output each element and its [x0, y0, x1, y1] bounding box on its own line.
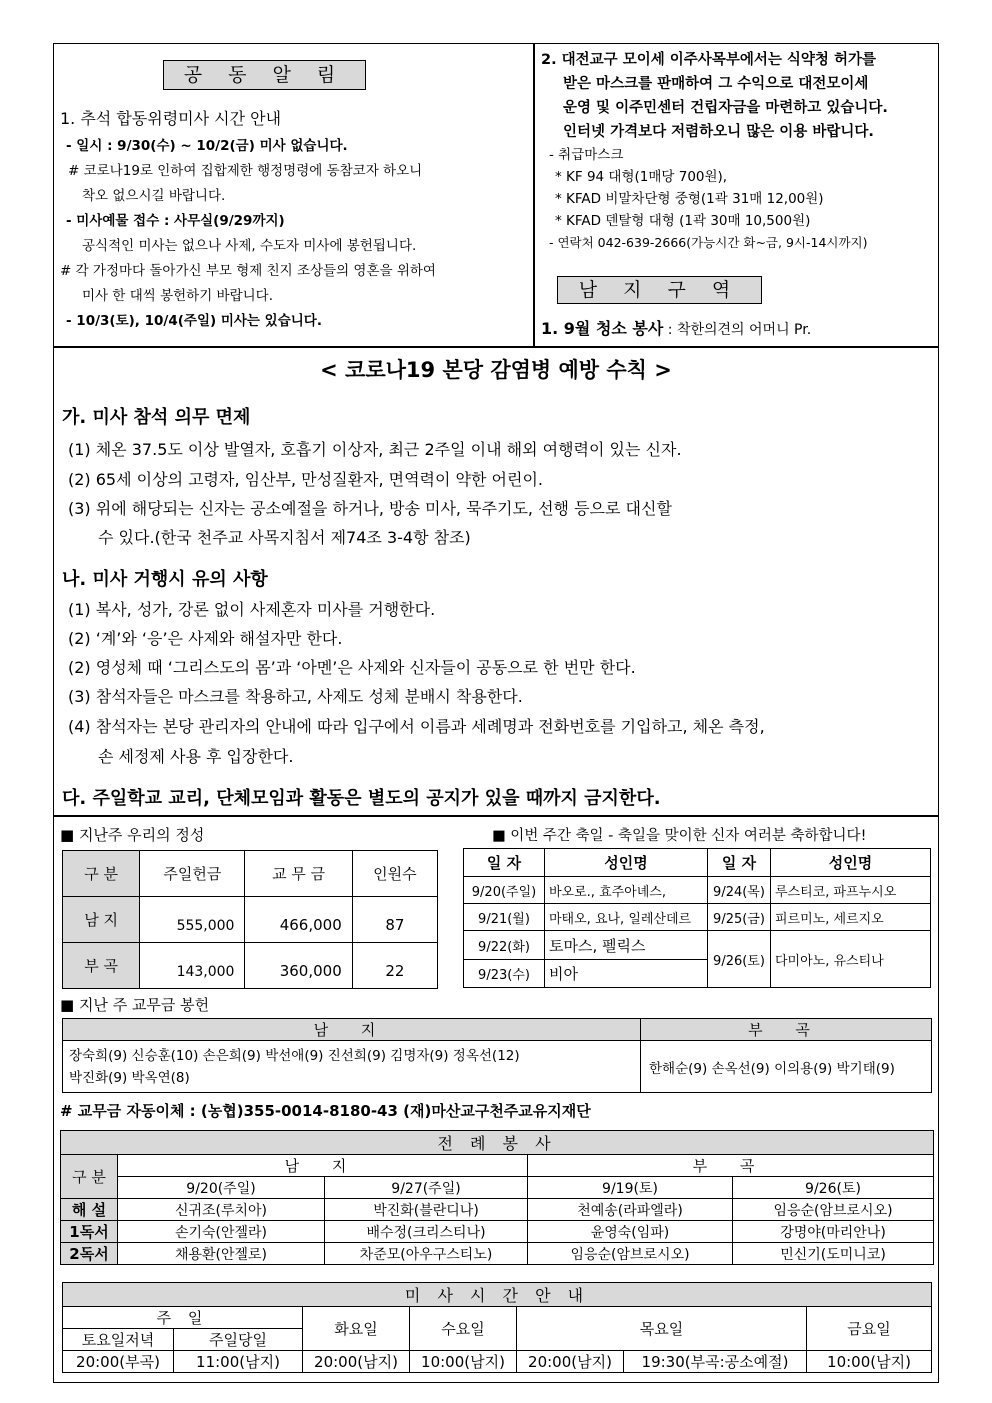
offering-table: [62, 850, 438, 989]
covid-section-a: 가. 미사 참석 의무 면제: [62, 407, 251, 428]
offering-head-church: 교 무 금: [245, 851, 352, 897]
covid-a-2: (2) 65세 이상의 고령자, 임산부, 만성질환자, 면역력이 약한 어린이.: [68, 470, 543, 489]
service-role: 1독서: [61, 1221, 118, 1243]
feast-names: 토마스, 펠릭스: [545, 931, 708, 960]
covid-a-3: (3) 위에 해당되는 신자는 공소예절을 하거나, 방송 미사, 묵주기도, 선행 등으로 대신할: [68, 499, 672, 518]
service-cell: 배수정(크리스티나): [325, 1221, 528, 1243]
notice2-list: [541, 48, 888, 254]
covid-b-1: (1) 복사, 성가, 강론 없이 사제혼자 미사를 거행한다.: [68, 600, 436, 619]
offering-head-category: 구 분: [63, 851, 140, 897]
tithe-account: # 교무금 자동이체 : (농협)355-0014-8180-43 (재)마산교구천주교유지재단: [60, 1102, 591, 1120]
tithe-bugok-label: 부 곡: [641, 1019, 932, 1041]
feast-date: 9/24(목): [708, 877, 771, 904]
offering-row-count: 22: [352, 943, 437, 989]
top-vertical-divider: [533, 43, 535, 347]
feast-head-saint: 성인명: [545, 849, 708, 877]
covid-b-2: (2) ‘계’와 ‘응’은 사제와 해설자만 한다.: [68, 629, 343, 648]
notice-line-8: 미사 한 대씩 봉헌하기 바랍니다.: [82, 288, 273, 304]
offering-row-sunday: 143,000: [140, 943, 245, 989]
clean-label: 1. 9월 청소 봉사: [541, 319, 664, 338]
mass-time: 11:00(남지): [174, 1351, 303, 1373]
feast-names: 다미아노, 유스티나: [771, 931, 931, 988]
feast-names: 루스티코, 파프누시오: [771, 877, 931, 904]
offering-head-sunday: 주일헌금: [140, 851, 245, 897]
tithe-table: [62, 1018, 932, 1093]
service-table: [60, 1130, 934, 1265]
covid-b-6: 손 세정제 사용 후 입장한다.: [98, 747, 294, 766]
notice2-line-3: 운영 및 이주민센터 건립자금을 마련하고 있습니다.: [563, 100, 888, 116]
feast-head-date-2: 일 자: [708, 849, 771, 877]
covid-a-1: (1) 체온 37.5도 이상 발열자, 호흡기 이상자, 최근 2주일 이내 해외 여행력이 있는 신자.: [68, 440, 682, 459]
mass-time: 10:00(남지): [410, 1351, 517, 1373]
notice2-line-7: * KFAD 비말차단형 중형(1곽 31매 12,00원): [555, 191, 824, 207]
notice-line-5: - 미사예물 접수 : 사무실(9/29까지): [66, 213, 285, 229]
covid-b-5: (4) 참석자는 본당 관리자의 안내에 따라 입구에서 이름과 세례명과 전화번호를 기입하고, 체온 측정,: [68, 717, 765, 736]
table-row: [63, 943, 438, 989]
top-horizontal-divider: [53, 346, 939, 348]
notice2-line-6: * KF 94 대형(1매당 700원),: [555, 169, 728, 185]
notice-line-6: 공식적인 미사는 없으나 사제, 수도자 미사에 봉헌됩니다.: [82, 238, 417, 254]
mass-time: 20:00(남지): [517, 1351, 624, 1373]
mass-time: 20:00(부곡): [63, 1351, 174, 1373]
tithe-namji-line-1: 장숙희(9) 신승훈(10) 손은희(9) 박선애(9) 진선희(9) 김명자(9) 정옥선(12): [69, 1047, 520, 1064]
service-cell: 박진화(블란디나): [325, 1199, 528, 1221]
service-cell: 손기숙(안젤라): [118, 1221, 325, 1243]
mass-time: 10:00(남지): [807, 1351, 932, 1373]
tithe-title: ■ 지난 주 교무금 봉헌: [60, 996, 210, 1014]
feast-names: 마태오, 요나, 일레산데르: [545, 904, 708, 931]
offering-title: ■ 지난주 우리의 정성: [60, 826, 205, 844]
tithe-namji-names: [63, 1041, 641, 1093]
feast-date: 9/20(주일): [464, 877, 545, 904]
offering-head-count: 인원수: [352, 851, 437, 897]
mid-divider: [53, 815, 939, 817]
offering-row-church: 466,000: [245, 897, 352, 943]
offering-row-church: 360,000: [245, 943, 352, 989]
mass-wed: 수요일: [410, 1307, 517, 1351]
service-role: 2독서: [61, 1243, 118, 1265]
notice2-line-2: 받은 마스크를 판매하여 그 수익으로 대전모이세: [563, 76, 869, 92]
service-col-label: 구 분: [61, 1155, 118, 1199]
feast-date: 9/22(화): [464, 931, 545, 960]
service-role: 해 설: [61, 1199, 118, 1221]
notice-line-1: 1. 추석 합동위령미사 시간 안내: [60, 109, 282, 128]
service-cell: 임응순(암브로시오): [528, 1243, 733, 1265]
service-bugok: 부 곡: [528, 1155, 934, 1177]
table-row: [63, 1351, 932, 1373]
offering-row-sunday: 555,000: [140, 897, 245, 943]
notice-line-7: # 각 가정마다 돌아가신 부모 형제 친지 조상들의 영혼을 위하여: [60, 263, 436, 279]
notice2-line-1: 2. 대전교구 모이세 이주사목부에서는 식약청 허가를: [541, 52, 876, 68]
service-cell: 민신기(도미니코): [733, 1243, 934, 1265]
offering-row-count: 87: [352, 897, 437, 943]
covid-a-4: 수 있다.(한국 천주교 사목지침서 제74조 3-4항 참조): [98, 528, 471, 547]
table-row: [464, 931, 931, 960]
service-cell: 윤영숙(임파): [528, 1221, 733, 1243]
feast-table: [463, 848, 931, 988]
table-row: [63, 897, 438, 943]
notice-list: [60, 104, 436, 334]
table-row: [464, 877, 931, 904]
feast-head-saint-2: 성인명: [771, 849, 931, 877]
mass-sunday-day: 주일당일: [174, 1329, 303, 1351]
service-date: 9/27(주일): [325, 1177, 528, 1199]
offering-row-name: 부 곡: [63, 943, 140, 989]
feast-names: 비아: [545, 960, 708, 988]
mass-time: 20:00(남지): [303, 1351, 410, 1373]
service-cell: 임응순(암브로시오): [733, 1199, 934, 1221]
service-cell: 차준모(아우구스티노): [325, 1243, 528, 1265]
tithe-namji-line-2: 박진화(9) 박옥연(8): [69, 1069, 190, 1086]
service-cell: 채용환(안젤로): [118, 1243, 325, 1265]
covid-title: < 코로나19 본당 감염병 예방 수칙 >: [320, 358, 672, 382]
service-title: 전 례 봉 사: [61, 1131, 934, 1155]
offering-row-name: 남 지: [63, 897, 140, 943]
service-date: 9/26(토): [733, 1177, 934, 1199]
feast-head-date: 일 자: [464, 849, 545, 877]
mass-sunday: 주 일: [63, 1307, 303, 1329]
covid-section-c: 다. 주일학교 교리, 단체모임과 활동은 별도의 공지가 있을 때까지 금지한다.: [62, 788, 661, 809]
feast-title: ■ 이번 주간 축일 - 축일을 맞이한 신자 여러분 축하합니다!: [492, 828, 867, 844]
tithe-namji-label: 남 지: [63, 1019, 641, 1041]
notice2-line-4: 인터넷 가격보다 저렴하오니 많은 이용 바랍니다.: [563, 124, 874, 140]
notice-line-2: - 일시 : 9/30(수) ~ 10/2(금) 미사 없습니다.: [66, 138, 348, 154]
notice-line-9: - 10/3(토), 10/4(주일) 미사는 있습니다.: [66, 313, 322, 329]
feast-date: 9/21(월): [464, 904, 545, 931]
service-namji: 남 지: [118, 1155, 528, 1177]
covid-section-b: 나. 미사 거행시 유의 사항: [62, 569, 268, 590]
table-row: [61, 1243, 934, 1265]
service-cell: 천예송(라파엘라): [528, 1199, 733, 1221]
covid-b-4: (3) 참석자들은 마스크를 착용하고, 사제도 성체 분배시 착용한다.: [68, 687, 523, 706]
mass-table: [62, 1282, 932, 1373]
namji-title: 남 지 구 역: [557, 276, 762, 304]
mass-thu: 목요일: [517, 1307, 807, 1351]
table-row: [61, 1199, 934, 1221]
notice-line-3: # 코로나19로 인하여 집합제한 행정명령에 동참코자 하오니: [68, 163, 423, 179]
notice2-line-5: - 취급마스크: [549, 147, 624, 163]
feast-names: 피르미노, 세르지오: [771, 904, 931, 931]
mass-fri: 금요일: [807, 1307, 932, 1351]
mass-sat-eve: 토요일저녁: [63, 1329, 174, 1351]
mass-time: 19:30(부곡:공소예절): [624, 1351, 807, 1373]
feast-date: 9/23(수): [464, 960, 545, 988]
feast-date: 9/26(토): [708, 931, 771, 988]
clean-value: : 착한의견의 어머니 Pr.: [663, 322, 812, 338]
mass-tue: 화요일: [303, 1307, 410, 1351]
service-date: 9/20(주일): [118, 1177, 325, 1199]
mass-title: 미 사 시 간 안 내: [63, 1283, 932, 1307]
service-cell: 강명야(마리안나): [733, 1221, 934, 1243]
notice-line-4: 착오 없으시길 바랍니다.: [82, 188, 226, 204]
feast-date: 9/25(금): [708, 904, 771, 931]
namji-clean: [541, 316, 811, 339]
notice2-line-8: * KFAD 덴탈형 대형 (1곽 30매 10,500원): [555, 213, 811, 229]
feast-names: 바오로., 효주아녜스,: [545, 877, 708, 904]
table-row: [61, 1221, 934, 1243]
table-row: [464, 904, 931, 931]
tithe-bugok-names: 한해순(9) 손옥선(9) 이의용(9) 박기태(9): [641, 1041, 932, 1093]
notice-title: 공 동 알 림: [163, 60, 366, 90]
service-cell: 신귀조(루치아): [118, 1199, 325, 1221]
notice2-line-9: - 연락처 042-639-2666(가능시간 화~금, 9시-14시까지): [549, 235, 868, 250]
service-date: 9/19(토): [528, 1177, 733, 1199]
covid-b-3: (2) 영성체 때 ‘그리스도의 몸’과 ‘아멘’은 사제와 신자들이 공동으로 한 번만 한다.: [68, 658, 636, 677]
